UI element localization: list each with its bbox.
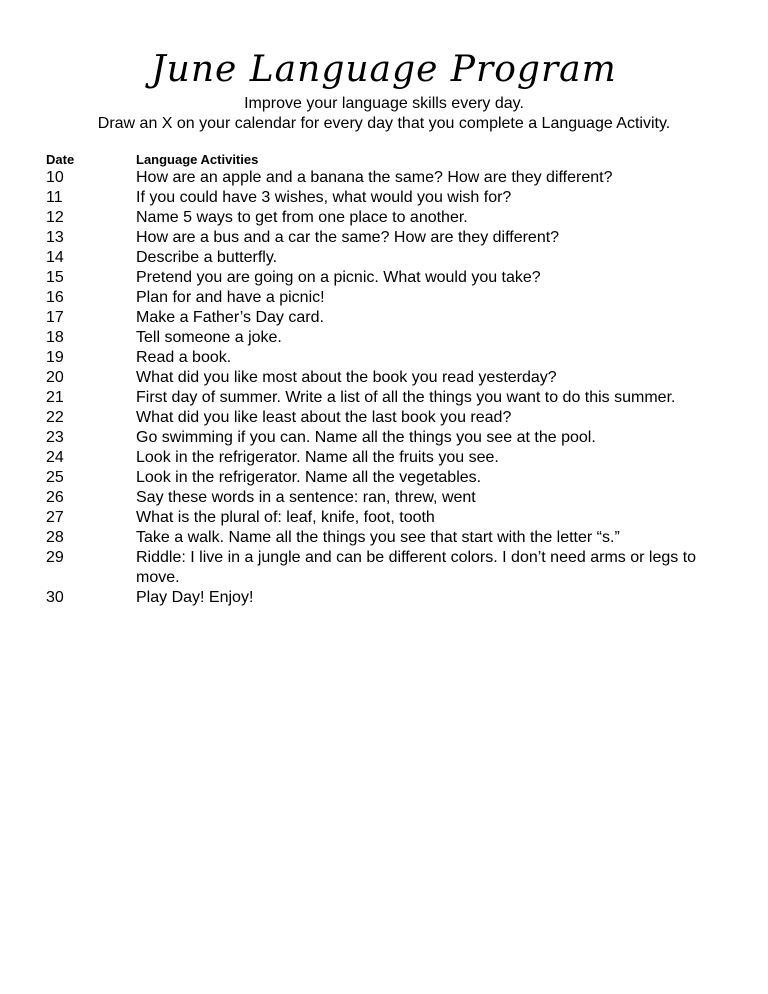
activity-text: Take a walk. Name all the things you see that start with the letter “s.” (136, 529, 620, 546)
activity-date: 18 (46, 329, 64, 346)
activity-date: 21 (46, 389, 64, 406)
activity-text: Make a Father’s Day card. (136, 309, 324, 326)
activity-row (46, 508, 726, 528)
activity-text: How are a bus and a car the same? How are they different? (136, 229, 560, 246)
activity-row (46, 488, 726, 508)
activity-date: 13 (46, 229, 64, 246)
activity-row (46, 408, 726, 428)
activity-row (46, 208, 726, 228)
activity-date: 10 (46, 169, 64, 186)
activity-row (46, 308, 726, 328)
activity-text: Plan for and have a picnic! (136, 289, 325, 306)
activity-date: 20 (46, 369, 64, 386)
activity-date: 30 (46, 589, 64, 606)
activity-date: 27 (46, 509, 64, 526)
activity-row (46, 548, 726, 588)
activity-list (46, 168, 726, 608)
activity-text: Go swimming if you can. Name all the things you see at the pool. (136, 429, 596, 446)
activity-row (46, 168, 726, 188)
activity-text: First day of summer. Write a list of all the things you want to do this summer. (136, 389, 676, 406)
activity-row (46, 228, 726, 248)
activity-date: 25 (46, 469, 64, 486)
activities-column-header: Language Activities (136, 152, 259, 167)
activity-row (46, 468, 726, 488)
activity-text: Look in the refrigerator. Name all the vegetables. (136, 469, 482, 486)
intro-line: Draw an X on your calendar for every day that you complete a Language Activity. (97, 115, 671, 132)
activity-date: 11 (46, 189, 63, 206)
activity-date: 24 (46, 449, 64, 466)
activity-row (46, 528, 726, 548)
activity-text: Look in the refrigerator. Name all the fruits you see. (136, 449, 499, 466)
activity-row (46, 288, 726, 308)
activity-date: 14 (46, 249, 64, 266)
activity-date: 16 (46, 289, 64, 306)
activity-date: 17 (46, 309, 64, 326)
activity-text: What did you like most about the book you read yesterday? (136, 369, 557, 386)
activity-text: Pretend you are going on a picnic. What would you take? (136, 269, 541, 286)
activity-text: Say these words in a sentence: ran, threw, went (136, 489, 476, 506)
activity-text: Tell someone a joke. (136, 329, 282, 346)
activity-date: 29 (46, 549, 64, 566)
activity-row (46, 368, 726, 388)
activity-row (46, 268, 726, 288)
activity-text: What did you like least about the last book you read? (136, 409, 512, 426)
activity-row (46, 588, 726, 608)
activity-row (46, 448, 726, 468)
activity-text: Describe a butterfly. (136, 249, 278, 266)
activity-row (46, 388, 726, 408)
activity-text: Read a book. (136, 349, 232, 366)
activity-date: 23 (46, 429, 64, 446)
activity-row (46, 348, 726, 368)
intro-line: Improve your language skills every day. (244, 95, 524, 112)
activity-row (46, 248, 726, 268)
activity-text: If you could have 3 wishes, what would you wish for? (136, 189, 512, 206)
activity-text: Riddle: I live in a jungle and can be different colors. I don’t need arms or legs to move. (136, 549, 697, 586)
activity-date: 12 (46, 209, 64, 226)
activity-date: 28 (46, 529, 64, 546)
page-title: June Language Program (151, 49, 617, 90)
activity-row (46, 188, 726, 208)
activity-text: How are an apple and a banana the same? How are they different? (136, 169, 613, 186)
activity-row (46, 428, 726, 448)
activity-date: 22 (46, 409, 64, 426)
activity-date: 15 (46, 269, 64, 286)
date-column-header: Date (46, 152, 75, 167)
activity-date: 26 (46, 489, 64, 506)
intro (0, 94, 768, 134)
activity-row (46, 328, 726, 348)
activity-text: Play Day! Enjoy! (136, 589, 254, 606)
activity-text: Name 5 ways to get from one place to another. (136, 209, 468, 226)
activity-date: 19 (46, 349, 64, 366)
activity-text: What is the plural of: leaf, knife, foot, tooth (136, 509, 435, 526)
